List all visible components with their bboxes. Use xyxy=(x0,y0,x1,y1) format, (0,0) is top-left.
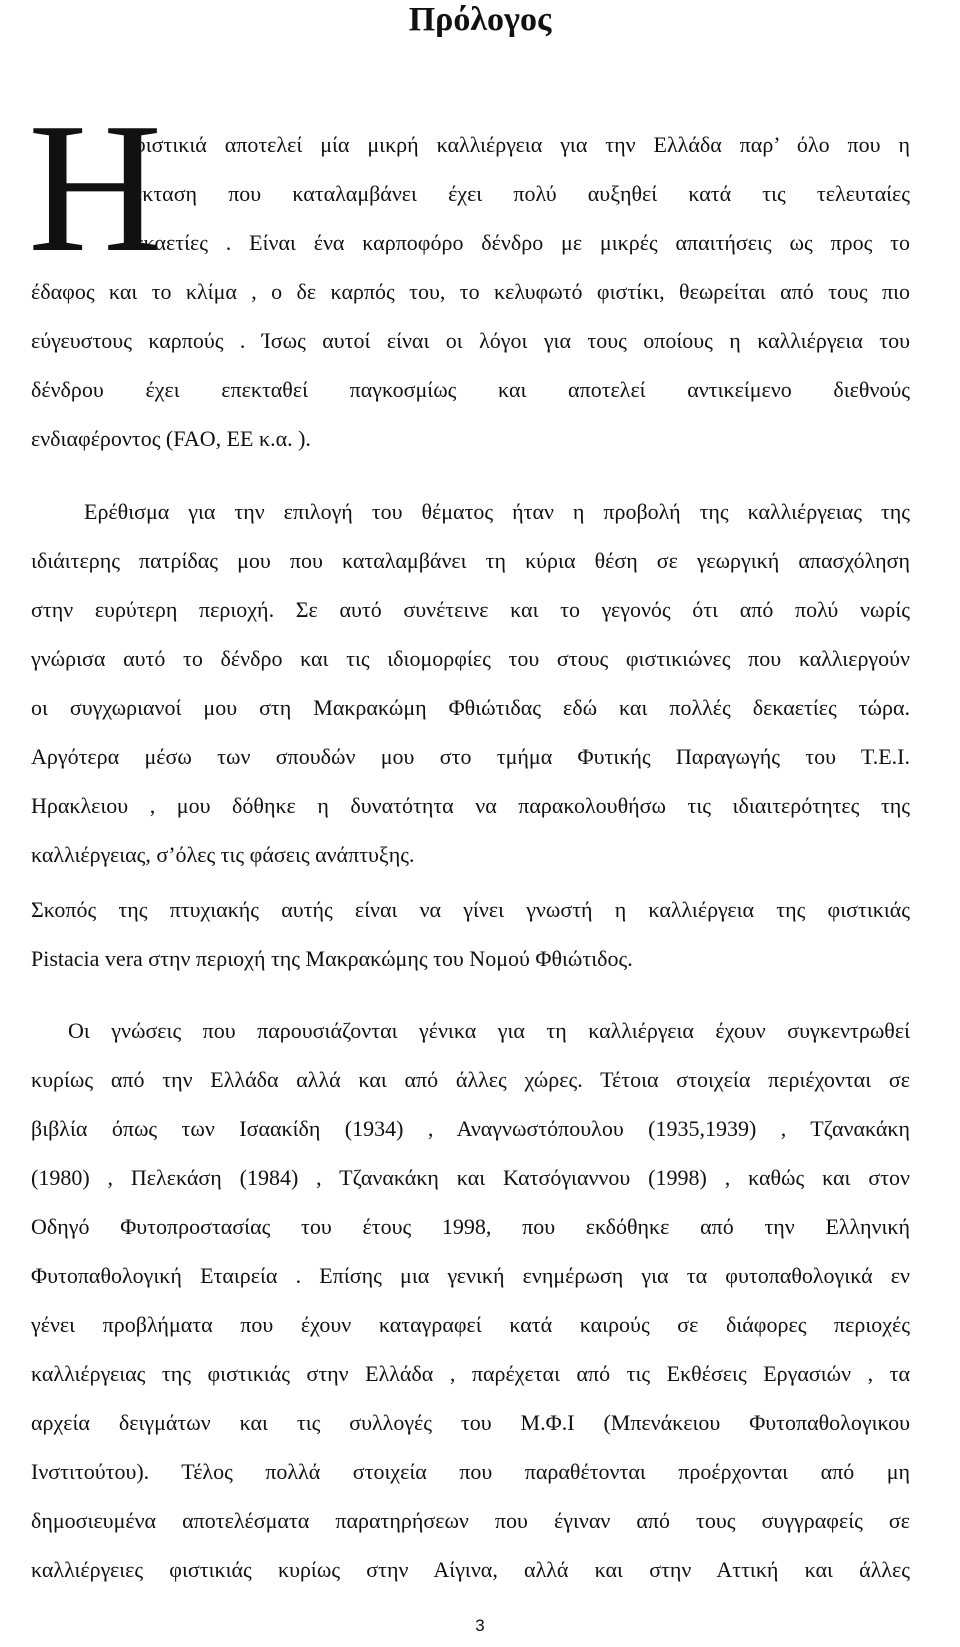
text-line: έκταση που καταλαμβάνει έχει πολύ αυξηθεί κατά τις τελευταίες xyxy=(133,181,910,206)
text-line: φιστικιά αποτελεί μία μικρή καλλιέργεια για την Ελλάδα παρ’ όλο που η xyxy=(133,132,910,157)
text-line: αρχεία δειγμάτων και τις συλλογές του Μ.Φ.Ι (Μπενάκειου Φυτοπαθολογικου xyxy=(31,1410,910,1435)
text-line: ιδιάιτερης πατρίδας μου που καταλαμβάνει τη κύρια θέση σε γεωργική απασχόληση xyxy=(31,548,910,573)
text-line: Ερέθισμα για την επιλογή του θέματος ήταν η προβολή της καλλιέργειας της xyxy=(84,499,910,524)
page-title: Πρόλογος xyxy=(408,1,552,38)
text-line: δεκαετίες . Είναι ένα καρποφόρο δένδρο με μικρές απαιτήσεις ως προς το xyxy=(124,230,910,255)
text-line: καλλιέργειες φιστικιάς κυρίως στην Αίγινα, αλλά και στην Αττική και άλλες xyxy=(31,1557,910,1582)
text-line: Ινστιτούτου). Τέλος πολλά στοιχεία που παραθέτονται προέρχονται από μη xyxy=(31,1459,910,1484)
text-line: οι συγχωριανοί μου στη Μακρακώμη Φθιώτιδας εδώ και πολλές δεκαετίες τώρα. xyxy=(31,695,910,720)
text-line: στην ευρύτερη περιοχή. Σε αυτό συνέτεινε και το γεγονός ότι από πολύ νωρίς xyxy=(31,597,910,622)
text-line: εύγευστους καρπούς . Ίσως αυτοί είναι οι λόγοι για τους οποίους η καλλιέργεια του xyxy=(31,328,910,353)
text-line: Αργότερα μέσω των σπουδών μου στο τμήμα Φυτικής Παραγωγής του Τ.Ε.Ι. xyxy=(31,744,910,769)
text-line: καλλιέργειας της φιστικιάς στην Ελλάδα , παρέχεται από τις Εκθέσεις Εργασιών , τα xyxy=(31,1361,910,1386)
text-line: Φυτοπαθολογική Εταιρεία . Επίσης μια γενική ενημέρωση για τα φυτοπαθολογικά εν xyxy=(31,1263,910,1288)
text-line: κυρίως από την Ελλάδα αλλά και από άλλες χώρες. Τέτοια στοιχεία περιέχονται σε xyxy=(31,1067,910,1092)
text-line: (1980) , Πελεκάση (1984) , Τζανακάκη και Κατσόγιαννου (1998) , καθώς και στον xyxy=(31,1165,910,1190)
text-line: καλλιέργειας, σ’όλες τις φάσεις ανάπτυξης. xyxy=(31,842,415,867)
text-line: γένει προβλήματα που έχουν καταγραφεί κατά καιρούς σε διάφορες περιοχές xyxy=(31,1312,910,1337)
text-line: βιβλία όπως των Ισαακίδη (1934) , Αναγνωστόπουλου (1935,1939) , Τζανακάκη xyxy=(31,1116,910,1141)
text-line: Ηρακλειου , μου δόθηκε η δυνατότητα να παρακολουθήσω τις ιδιαιτερότητες της xyxy=(31,793,910,818)
text-line: έδαφος και το κλίμα , ο δε καρπός του, το κελυφωτό φιστίκι, θεωρείται από τους πιο xyxy=(31,279,910,304)
text-line: Οι γνώσεις που παρουσιάζονται γένικα για τη καλλιέργεια έχουν συγκεντρωθεί xyxy=(68,1018,910,1043)
drop-cap: Η xyxy=(28,85,163,291)
text-line: Σκοπός της πτυχιακής αυτής είναι να γίνει γνωστή η καλλιέργεια της φιστικιάς xyxy=(31,897,910,922)
text-line: δένδρου έχει επεκταθεί παγκοσμίως και αποτελεί αντικείμενο διεθνούς xyxy=(31,377,910,402)
text-line: δημοσιευμένα αποτελέσματα παρατηρήσεων που έγιναν από τους συγγραφείς σε xyxy=(31,1508,910,1533)
text-line: Pistacia vera στην περιοχή της Μακρακώμης του Νομού Φθιώτιδος. xyxy=(31,946,633,971)
text-line: γνώρισα αυτό το δένδρο και τις ιδιομορφίες του στους φιστικιώνες που καλλιεργούν xyxy=(31,646,910,671)
page-number: 3 xyxy=(475,1616,485,1635)
text-line: ενδιαφέροντος (FAO, ΕΕ κ.α. ). xyxy=(31,426,311,451)
text-line: Οδηγό Φυτοπροστασίας του έτους 1998, που εκδόθηκε από την Ελληνική xyxy=(31,1214,910,1239)
